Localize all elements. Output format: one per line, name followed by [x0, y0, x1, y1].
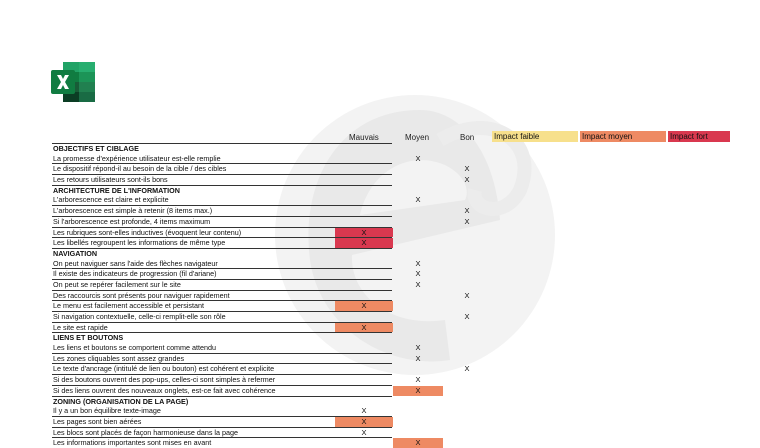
rating-mark: X [393, 438, 443, 448]
section-title: NAVIGATION [53, 248, 98, 258]
criterion-label: Les retours utilisateurs sont-ils bons [53, 175, 168, 185]
rating-mark: X [464, 175, 470, 185]
checklist-row [52, 290, 470, 301]
ux-checklist-table [52, 143, 470, 448]
criterion-label: On peut naviguer sans l'aide des flèches navigateur [53, 258, 218, 268]
section-header [52, 396, 392, 407]
rating-mark: X [464, 206, 470, 216]
legend-impact-faible: Impact faible [492, 131, 578, 142]
checklist-row [52, 406, 392, 416]
criterion-label: La promesse d'expérience utilisateur est-elle remplie [53, 153, 221, 163]
criterion-label: On peut se repérer facilement sur le site [53, 279, 181, 289]
section-header [52, 332, 392, 343]
rating-mark: X [464, 364, 470, 374]
checklist-row [52, 205, 470, 216]
rating-mark: X [415, 353, 421, 363]
column-header-moyen: Moyen [405, 133, 430, 142]
rating-mark: X [335, 417, 393, 427]
checklist-row [52, 322, 392, 333]
rating-mark: X [415, 269, 421, 279]
rating-mark: X [335, 301, 393, 311]
criterion-label: L'arborescence est simple à retenir (8 items max.) [53, 206, 213, 216]
criterion-label: Le texte d'ancrage (intitulé de lien ou bouton) est cohérent et explicite [53, 364, 275, 374]
checklist-row [52, 353, 421, 364]
checklist-row [52, 311, 470, 322]
checklist-row [52, 427, 392, 438]
column-header-bon: Bon [460, 133, 475, 142]
criterion-label: L'arborescence est claire et explicite [53, 195, 169, 205]
rating-mark: X [415, 153, 421, 163]
section-header [52, 185, 392, 196]
criterion-label: Les zones cliquables sont assez grandes [53, 353, 185, 363]
section-title: OBJECTIFS ET CIBLAGE [53, 144, 139, 153]
rating-mark: X [464, 216, 470, 226]
section-header [52, 143, 392, 154]
checklist-row [52, 374, 421, 385]
checklist-row [52, 153, 421, 164]
criterion-label: Si des boutons ouvrent des pop-ups, celles-ci sont simples à refermer [53, 375, 276, 385]
checklist-row [52, 174, 470, 185]
checklist-row [52, 163, 470, 174]
column-header-mauvais: Mauvais [349, 133, 379, 142]
criterion-label: Le menu est facilement accessible et persistant [53, 301, 205, 311]
criterion-label: Le dispositif répond-il au besoin de la cible / des cibles [53, 164, 227, 174]
rating-mark: X [415, 343, 421, 353]
legend-impact-fort: Impact fort [668, 131, 730, 142]
rating-mark: X [464, 164, 470, 174]
rating-mark: X [415, 195, 421, 205]
rating-mark: X [335, 323, 393, 333]
excel-icon [51, 62, 95, 102]
criterion-label: Les blocs sont placés de façon harmonieuse dans la page [53, 427, 239, 437]
criterion-label: Les informations importantes sont mises en avant [53, 438, 212, 448]
criterion-label: Il y a un bon équilibre texte-image [53, 406, 161, 416]
checklist-row [52, 216, 470, 227]
section-title: ZONING (ORGANISATION DE LA PAGE) [53, 396, 189, 406]
rating-mark: X [415, 258, 421, 268]
section-title: LIENS ET BOUTONS [53, 333, 124, 343]
checklist-row [52, 258, 421, 269]
legend-impact-moyen: Impact moyen [580, 131, 666, 142]
criterion-label: Si l'arborescence est profonde, 4 items maximum [53, 216, 211, 226]
criterion-label: Si des liens ouvrent des nouveaux onglets, est-ce fait avec cohérence [53, 385, 276, 395]
section-header [52, 248, 392, 259]
rating-mark: X [361, 406, 367, 416]
criterion-label: Les rubriques sont-elles inductives (évoquent leur contenu) [53, 227, 242, 237]
section-title: ARCHITECTURE DE L'INFORMATION [53, 185, 180, 195]
criterion-label: Les libellés regroupent les informations de même type [53, 238, 226, 248]
criterion-label: Le site est rapide [53, 322, 108, 332]
checklist-row [52, 268, 421, 279]
checklist-row [52, 279, 421, 290]
checklist-row [52, 227, 392, 238]
criterion-label: Les liens et boutons se comportent comme attendu [53, 343, 217, 353]
checklist-row [52, 237, 392, 248]
checklist-row [52, 300, 392, 311]
checklist-row [52, 416, 392, 427]
rating-mark: X [361, 427, 367, 437]
checklist-row [52, 195, 421, 205]
rating-mark: X [335, 228, 393, 238]
checklist-row [52, 343, 421, 353]
rating-mark: X [415, 375, 421, 385]
checklist-row [52, 363, 470, 374]
rating-mark: X [464, 290, 470, 300]
checklist-row [52, 385, 421, 396]
criterion-label: Les pages sont bien aérées [53, 416, 142, 426]
criterion-label: Il existe des indicateurs de progression (fil d'ariane) [53, 269, 217, 279]
criterion-label: Des raccourcis sont présents pour naviguer rapidement [53, 290, 230, 300]
criterion-label: Si navigation contextuelle, celle-ci remplit-elle son rôle [53, 312, 226, 321]
rating-mark: X [393, 386, 443, 396]
rating-mark: X [464, 312, 470, 321]
rating-mark: X [335, 238, 393, 248]
rating-mark: X [415, 279, 421, 289]
checklist-row [52, 437, 421, 448]
